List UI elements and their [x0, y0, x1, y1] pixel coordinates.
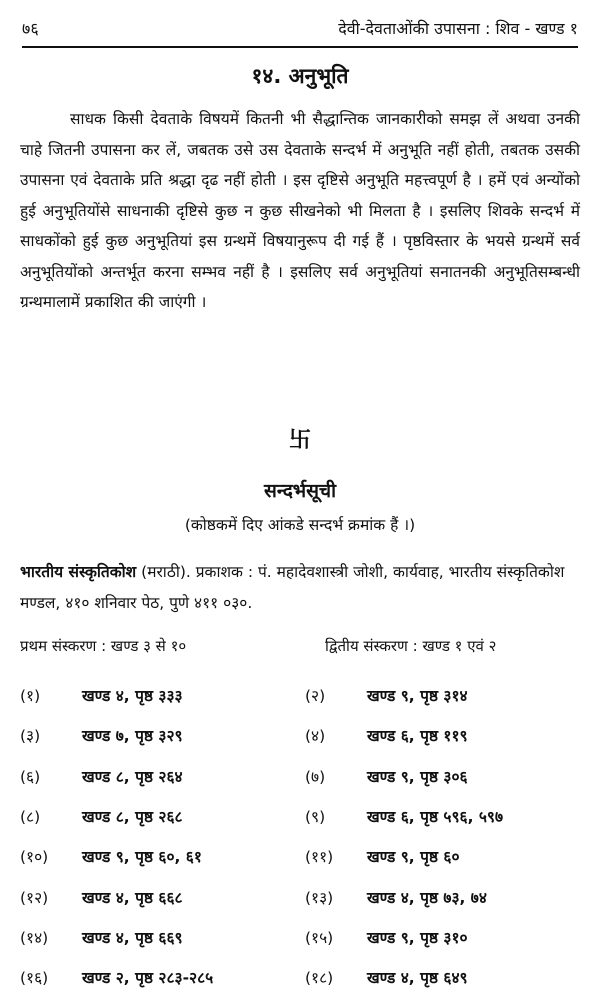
reference-row: [20, 957, 590, 997]
reference-location: खण्ड ४, पृष्ठ ७३, ७४: [367, 888, 487, 907]
reference-location: खण्ड ४, पृष्ठ ६४९: [367, 969, 468, 988]
reference-location: खण्ड ४, पृष्ठ ३३३: [82, 687, 183, 706]
references-title: सन्दर्भसूची: [264, 480, 336, 502]
reference-location: खण्ड ७, पृष्ठ ३२९: [82, 727, 183, 746]
reference-entry: [20, 845, 305, 867]
page-header: [22, 10, 578, 48]
reference-entry: [305, 845, 590, 867]
reference-entry: [20, 966, 305, 988]
reference-number: (९): [305, 808, 326, 827]
second-edition-label: द्वितीय संस्करण : खण्ड १ एवं २: [325, 637, 497, 655]
reference-number: (१५): [305, 928, 334, 947]
reference-location: खण्ड ९, पृष्ठ ३१०: [367, 928, 468, 947]
page-number: ७६: [22, 19, 39, 38]
references-note: (कोष्ठकमें दिए आंकडे सन्दर्भ क्रमांक हैं ।): [184, 516, 416, 534]
reference-location: खण्ड ४, पृष्ठ ६६८: [82, 888, 183, 907]
reference-row: [20, 756, 590, 796]
reference-entry: [305, 805, 590, 827]
reference-entry: [305, 926, 590, 948]
reference-entry: [305, 684, 590, 706]
reference-number: (४): [305, 727, 326, 746]
running-title: देवी-देवताओंकी उपासना : शिव - खण्ड १: [338, 19, 578, 38]
reference-number: (१२): [20, 888, 49, 907]
first-edition-label: प्रथम संस्करण : खण्ड ३ से १०: [20, 637, 187, 655]
reference-row: [20, 917, 590, 957]
reference-row: [20, 876, 590, 916]
reference-location: खण्ड ८, पृष्ठ २६८: [82, 808, 183, 827]
reference-location: खण्ड ६, पृष्ठ ११९: [367, 727, 468, 746]
reference-location: खण्ड ६, पृष्ठ ५९६, ५९७: [367, 808, 504, 827]
source-details: (मराठी). प्रकाशक : पं. महादेवशास्त्री जोशी, कार्यवाह, भारतीय संस्कृतिकोश मण्डल, ४१० शनिवार पेठ, पुणे ४११ ०३०.: [20, 563, 565, 612]
reference-entry: [305, 724, 590, 746]
paragraph-text: साधक किसी देवताके विषयमें कितनी भी सैद्धान्तिक जानकारीको समझ लें अथवा उनकी चाहे जितनी उपासना कर लें, जबतक उसे उस देवताके सन्दर्भ में अनुभूति नहीं होती, तबतक उसकी उपासना एवं देवताके प्रति श्रद्धा दृढ नहीं होती । इस दृष्टिसे अनुभूति महत्त्वपूर्ण है । हमें एवं अन्योंको हुई अनुभूतियोंसे साधनाकी दृष्टिसे कुछ न कुछ सीखनेको भी मिलता है । इसलिए शिवके सन्दर्भ में साधकोंको हुई कुछ अनुभूतियां इस ग्रन्थमें विषयानुरूप दी गई हैं । पृष्ठविस्तार के भयसे ग्रन्थमें सर्व अनुभूतियोंको अन्तर्भूत करना सम्भव नहीं है । इसलिए सर्व अनुभूतियां सनातनकी अनुभूतिसम्बन्धी ग्रन्थमालामें प्रकाशित की जाएंगी ।: [20, 110, 580, 311]
reference-number: (३): [20, 727, 41, 746]
reference-entry: [20, 886, 305, 908]
reference-row: [20, 715, 590, 755]
reference-entry: [20, 926, 305, 948]
reference-location: खण्ड ८, पृष्ठ २६४: [82, 767, 183, 786]
reference-row: [20, 675, 590, 715]
reference-number: (११): [305, 848, 334, 867]
reference-number: (७): [305, 767, 326, 786]
source-name: भारतीय संस्कृतिकोश: [20, 563, 137, 581]
source-citation: [20, 557, 580, 619]
reference-entry: [305, 765, 590, 787]
reference-number: (१३): [305, 888, 334, 907]
reference-location: खण्ड ९, पृष्ठ ३१४: [367, 687, 468, 706]
reference-location: खण्ड २, पृष्ठ २८३-२८५: [82, 969, 214, 988]
reference-row: [20, 836, 590, 876]
reference-entry: [20, 724, 305, 746]
reference-location: खण्ड ९, पृष्ठ ६०: [367, 848, 460, 867]
reference-entry: [20, 765, 305, 787]
reference-entry: [20, 805, 305, 827]
reference-location: खण्ड ४, पृष्ठ ६६९: [82, 928, 183, 947]
reference-number: (६): [20, 767, 41, 786]
reference-location: खण्ड ९, पृष्ठ ३०६: [367, 767, 468, 786]
reference-number: (१): [20, 687, 41, 706]
reference-number: (८): [20, 808, 41, 827]
reference-number: (२): [305, 687, 326, 706]
reference-row: [20, 796, 590, 836]
reference-number: (१६): [20, 969, 49, 988]
reference-number: (१८): [305, 969, 334, 988]
swastika-divider-icon: 卐: [288, 428, 311, 453]
reference-entry: [305, 886, 590, 908]
reference-location: खण्ड ९, पृष्ठ ६०, ६१: [82, 848, 202, 867]
reference-entry: [305, 966, 590, 988]
section-paragraph: [20, 104, 580, 318]
reference-number: (१०): [20, 848, 49, 867]
section-title: १४. अनुभूति: [251, 64, 349, 88]
reference-number: (१४): [20, 928, 49, 947]
reference-entry: [20, 684, 305, 706]
reference-list: [20, 675, 590, 997]
